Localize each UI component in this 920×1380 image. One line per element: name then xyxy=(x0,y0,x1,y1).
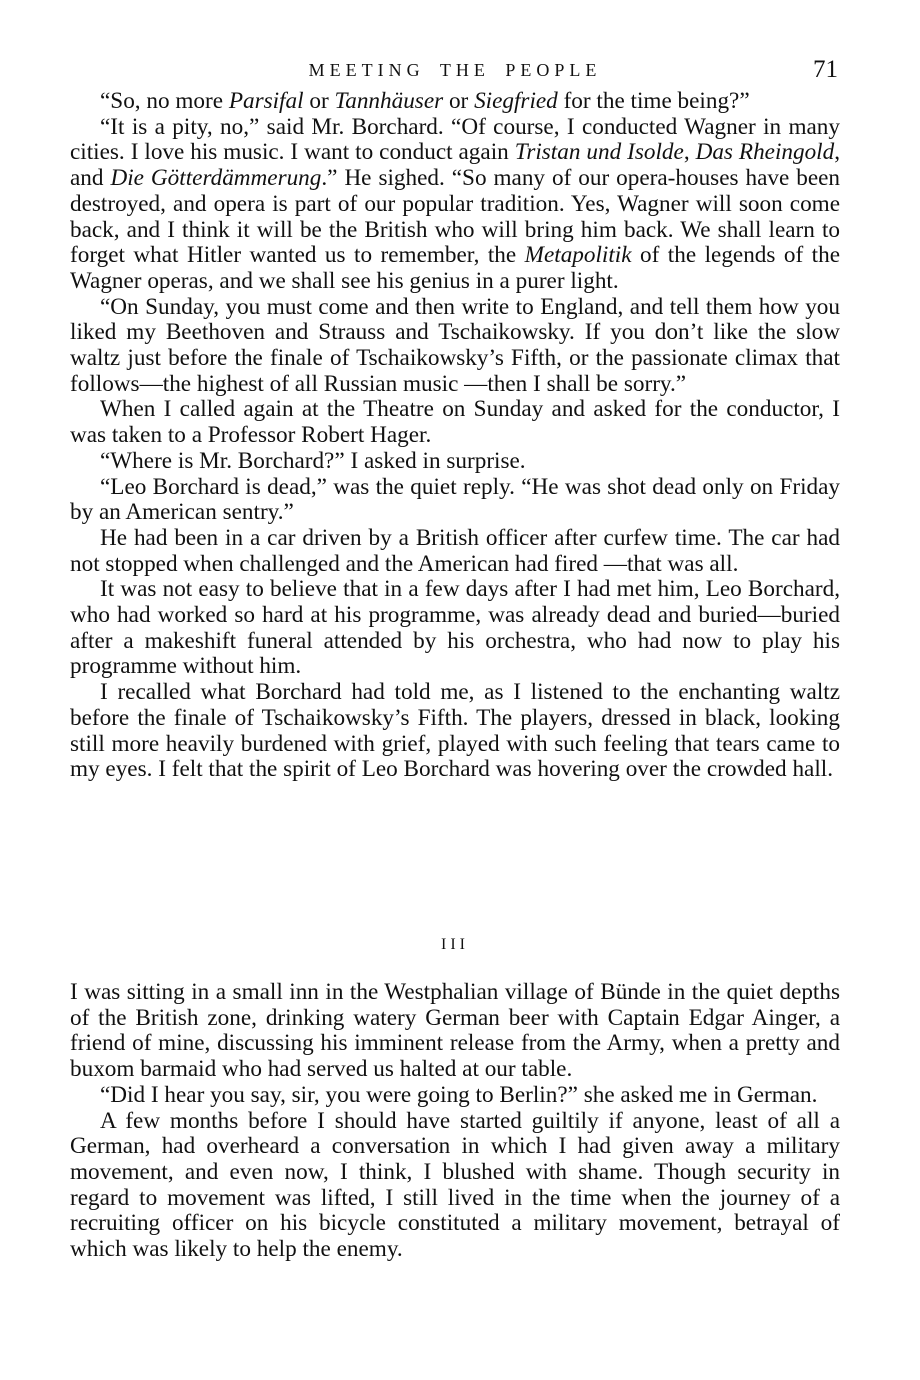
page-number: 71 xyxy=(813,56,838,83)
paragraph: A few months before I should have started guiltily if anyone, least of all a German, had overheard a conversation in which I had given away a military movement, and even now, I think, I blushed with shame. Though security in regard to movement was lifted, I still lived in the time when the journey of a recruiting officer on his bicycle constituted a military movement, betrayal of which was likely to help the enemy. xyxy=(70,1107,840,1263)
section-text-upper xyxy=(70,89,840,783)
italic-title: Parsifal xyxy=(228,88,304,114)
running-title: MEETING THE PEOPLE xyxy=(308,60,602,80)
paragraph: He had been in a car driven by a British officer after curfew time. The car had not stopped when challenged and the American had fired —that was all. xyxy=(70,524,840,577)
paragraph: “Leo Borchard is dead,” was the quiet reply. “He was shot dead only on Friday by an American sentry.” xyxy=(70,473,840,526)
paragraph: I recalled what Borchard had told me, as I listened to the enchanting waltz before the finale of Tschaikowsky’s Fifth. The players, dressed in black, looking still more heavily burdened with grief, played with such feeling that tears came to my eyes. I felt that the spirit of Leo Borchard was hovering over the crowded hall. xyxy=(70,679,840,783)
italic-title: Tannhäuser xyxy=(334,88,444,114)
italic-title: Das Rheingold xyxy=(695,139,835,166)
section-heading: III xyxy=(441,936,469,953)
paragraph: “So, no more Parsifal or Tannhäuser or Siegfried for the time being?” xyxy=(100,88,750,114)
paragraph: It was not easy to believe that in a few days after I had met him, Leo Borchard, who had worked so hard at his programme, was already dead and buried—buried after a makeshift funeral attended by his orchestra, who had now to play his programme without him. xyxy=(70,576,840,680)
paragraph: “It is a pity, no,” said Mr. Borchard. “Of course, I conducted Wagner in many cities. I love his music. I want to conduct again Tristan und Isolde, Das Rheingold, and Die Götterdämmerung.” He sighed. “So many of our opera-houses have been destroyed, and opera is part of our popular tradition. Yes, Wagner will soon come back, and I think it will be the British who will bring him back. We shall learn to forget what Hitler wanted us to remember, the Metapolitik of the legends of the Wagner operas, and we shall see his genius in a purer light. xyxy=(70,113,841,294)
paragraph: “On Sunday, you must come and then write to England, and tell them how you liked my Beethoven and Strauss and Tschaikowsky. If you don’t like the slow waltz just before the finale of Tschaikowsky’s Fifth, or the passionate climax that follows—the highest of all Russian music —then I shall be sorry.” xyxy=(70,293,840,397)
italic-title: Tristan und Isolde xyxy=(514,139,684,166)
paragraph: I was sitting in a small inn in the Westphalian village of Bünde in the quiet depths of the British zone, drinking watery German beer with Captain Edgar Ainger, a friend of mine, discussing his imminent release from the Army, when a pretty and buxom barmaid who had served us halted at our table. xyxy=(70,979,840,1083)
section-text-lower xyxy=(70,980,840,1263)
paragraph: “Where is Mr. Borchard?” I asked in surprise. xyxy=(100,447,526,474)
italic-title: Siegfried xyxy=(474,88,558,114)
italic-title: Die Götterdämmerung xyxy=(110,165,322,192)
paragraph: “Did I hear you say, sir, you were going to Berlin?” she asked me in German. xyxy=(100,1081,818,1108)
paragraph: When I called again at the Theatre on Sunday and asked for the conductor, I was taken to a Professor Robert Hager. xyxy=(70,396,840,449)
running-head xyxy=(70,58,840,88)
italic-title: Metapolitik xyxy=(524,242,632,269)
